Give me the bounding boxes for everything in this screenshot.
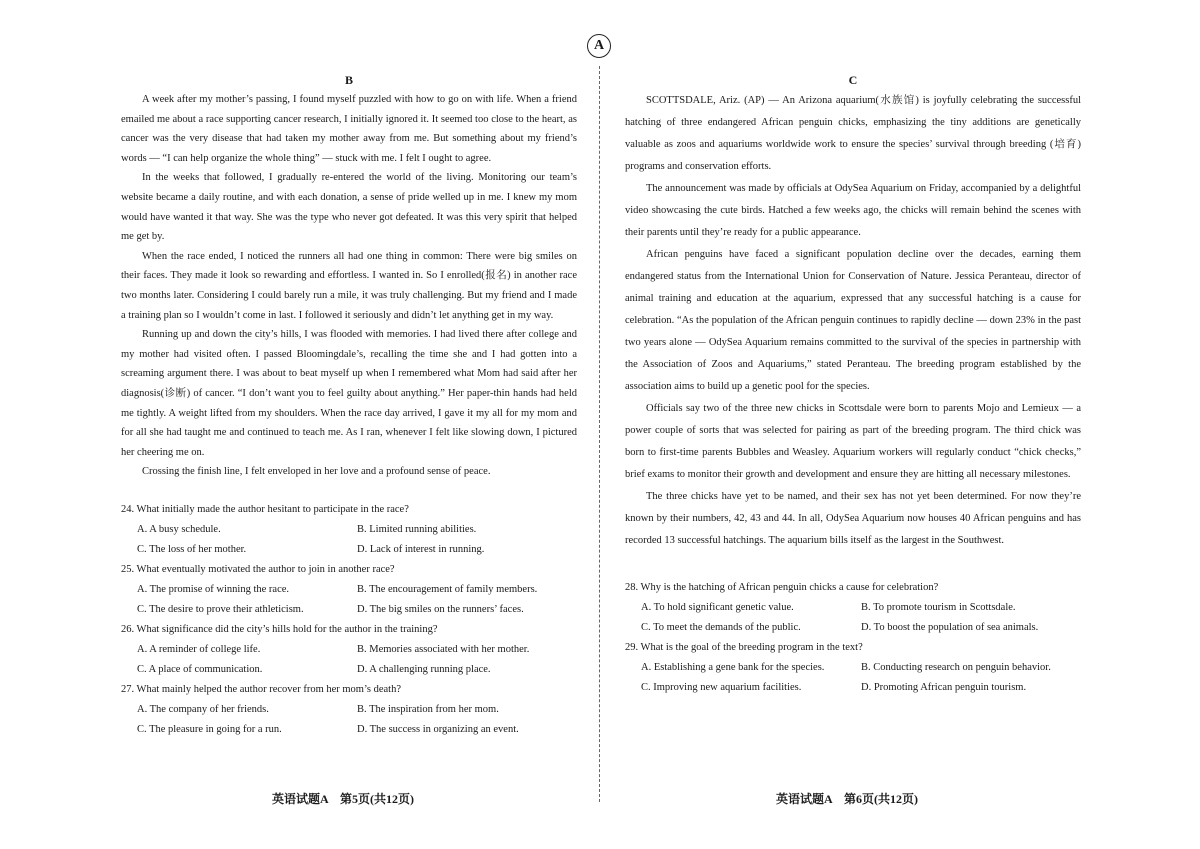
options-row <box>121 580 577 600</box>
question-25: 25. What eventually motivated the author to join in another race? <box>121 563 395 575</box>
question-26: 26. What significance did the city’s hills hold for the author in the training? <box>121 623 438 635</box>
option: C. Improving new aquarium facilities. <box>641 682 802 693</box>
questions-b <box>121 500 577 740</box>
passage-c-paragraph: African penguins have faced a significant population decline over the decades, earning them endangered status from the International Union for Conservation of Nature. Jessica Peranteau, director of animal training and education at the aquarium, expressed that any successful hatching is a cause for celebration. “As the population of the African penguin continues to rapidly decline — down 23% in the past two years alone — OdySea Aquarium remains committed to the survival of the species in partnership with the Association of Zoos and Aquariums,” stated Peranteau. The breeding program established by the association aims to build up a genetic pool for the species. <box>625 249 1081 392</box>
option: D. The success in organizing an event. <box>357 723 519 735</box>
option: A. A reminder of college life. <box>137 643 261 655</box>
left-column <box>121 70 577 740</box>
option: A. The promise of winning the race. <box>137 583 290 595</box>
right-column <box>625 70 1081 698</box>
option: D. Lack of interest in running. <box>357 543 485 555</box>
passage-c-paragraph: The three chicks have yet to be named, and their sex has not yet been determined. For now they’re known by their numbers, 42, 43 and 44. In all, OdySea Aquarium now houses 40 African penguins and has recorded 13 successful hatchings. The aquarium bills itself as the largest in the Southwest. <box>625 491 1081 546</box>
passage-b-paragraph: Crossing the finish line, I felt enveloped in her love and a profound sense of peace. <box>142 466 491 478</box>
option: C. A place of communication. <box>137 663 263 675</box>
option: B. To promote tourism in Scottsdale. <box>861 602 1016 613</box>
option: D. The big smiles on the runners’ faces. <box>357 603 524 615</box>
options-row <box>625 678 1081 698</box>
passage-b-paragraph: In the weeks that followed, I gradually re-entered the world of the living. Monitoring our team’s website became a daily routine, and with each donation, a sense of pride welled up in me. I knew my mom would have wanted it that way. She was the type who never got defeated. It was this very spirit that helped me get by. <box>121 172 577 243</box>
questions-c <box>625 578 1081 698</box>
option: B. Limited running abilities. <box>357 523 477 535</box>
passage-b-paragraph: When the race ended, I noticed the runners all had one thing in common: There were big smiles on their faces. They made it look so rewarding and effortless. I wanted in. So I enrolled(报名) in another race two months later. Considering I could barely run a mile, it was truly challenging. But my friend and I made a training plan so I wouldn’t come in last. I followed it seriously and didn’t let anything get in my way. <box>121 250 577 321</box>
option: A. Establishing a gene bank for the species. <box>641 662 825 673</box>
options-row <box>625 658 1081 678</box>
page-footer-right: 英语试题A 第6页(共12页) <box>776 792 918 806</box>
section-title-c: C <box>848 73 858 87</box>
options-row <box>121 660 577 680</box>
option: C. To meet the demands of the public. <box>641 622 801 633</box>
option: B. Memories associated with her mother. <box>357 643 530 655</box>
option: A. To hold significant genetic value. <box>641 602 794 613</box>
paper-version-badge: A <box>587 34 611 58</box>
page-footer-left: 英语试题A 第5页(共12页) <box>272 792 414 806</box>
options-row <box>625 598 1081 618</box>
question-27: 27. What mainly helped the author recover from her mom’s death? <box>121 683 402 695</box>
passage-b-paragraph: A week after my mother’s passing, I found myself puzzled with how to go on with life. When a friend emailed me about a race supporting cancer research, I initially ignored it. It seemed too close to the heart, as cancer was the very disease that had taken my mother away from me. But something about my friend’s words — “I can help organize the whole thing” — stuck with me. I felt I ought to agree. <box>121 94 577 164</box>
option: D. To boost the population of sea animals. <box>861 622 1039 633</box>
question-29: 29. What is the goal of the breeding program in the text? <box>625 642 863 653</box>
options-row <box>121 640 577 660</box>
option: D. Promoting African penguin tourism. <box>861 682 1027 693</box>
option: C. The loss of her mother. <box>137 543 247 555</box>
question-24: 24. What initially made the author hesitant to participate in the race? <box>121 503 409 515</box>
passage-c-paragraph: SCOTTSDALE, Ariz. (AP) — An Arizona aquarium(水族馆) is joyfully celebrating the successful hatching of three endangered African penguin chicks, emphasizing the tiny additions are genetically valuable as zoos and aquariums worldwide work to ensure the species’ survival through breeding (培育) programs and conservation efforts. <box>625 95 1081 172</box>
section-title-b: B <box>344 73 353 87</box>
options-row <box>625 618 1081 638</box>
option: B. Conducting research on penguin behavior. <box>861 662 1051 673</box>
options-row <box>121 540 577 560</box>
option: A. A busy schedule. <box>137 523 221 535</box>
option: B. The inspiration from her mom. <box>357 703 499 715</box>
option: D. A challenging running place. <box>357 663 491 675</box>
options-row <box>121 700 577 720</box>
question-28: 28. Why is the hatching of African penguin chicks a cause for celebration? <box>625 582 939 593</box>
passage-c-paragraph: The announcement was made by officials at OdySea Aquarium on Friday, accompanied by a delightful video showcasing the cute birds. Hatched a few weeks ago, the chicks will remain behind the scenes with their parents until they’re ready for a public appearance. <box>625 183 1081 238</box>
options-row <box>121 720 577 740</box>
option: B. The encouragement of family members. <box>357 583 538 595</box>
passage-b-paragraph: Running up and down the city’s hills, I was flooded with memories. I had lived there after college and my mother had visited often. I passed Bloomingdale’s, recalling the time she and I had gotten into a screaming argument there. I was about to beat myself up when I remembered what Mom had said after her diagnosis(诊断) of cancer. “I don’t want you to feel guilty about anything.” Her paper-thin hands had held me tightly. A weight lifted from my shoulders. When the race day arrived, I gave it my all for my mom and for all she had taught me and continued to teach me. As I ran, whenever I felt like slowing down, I pictured her cheering me on. <box>121 329 577 458</box>
option: C. The pleasure in going for a run. <box>137 723 282 735</box>
option: C. The desire to prove their athleticism. <box>137 603 304 615</box>
option: A. The company of her friends. <box>137 703 269 715</box>
passage-c-paragraph: Officials say two of the three new chicks in Scottsdale were born to parents Mojo and Lemieux — a power couple of sorts that was selected for pairing as part of the breeding program. The third chick was born to first-time parents Bubbles and Weasley. Aquarium workers will regularly conduct “chick checks,” brief exams to monitor their growth and development and ensure they are hitting all necessary milestones. <box>625 403 1081 480</box>
options-row <box>121 520 577 540</box>
column-divider <box>599 66 600 802</box>
options-row <box>121 600 577 620</box>
